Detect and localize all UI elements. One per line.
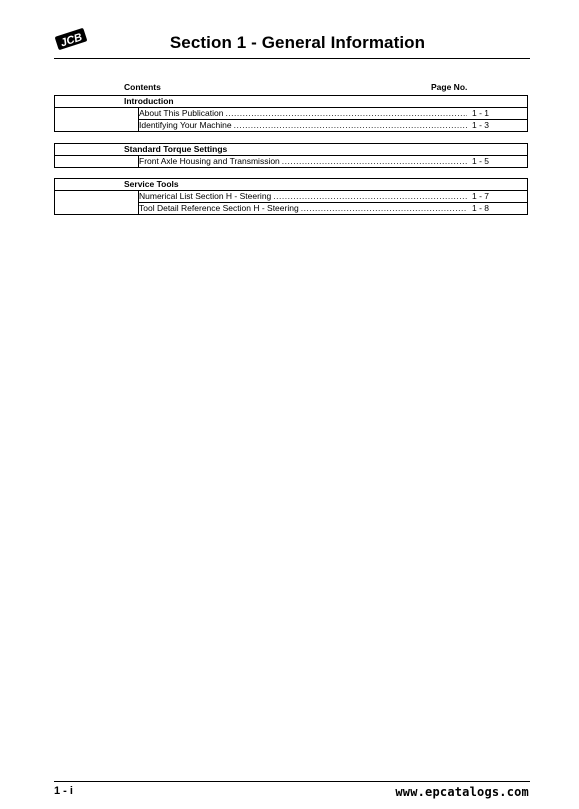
toc-section-torque-settings bbox=[54, 143, 528, 168]
toc-entry[interactable] bbox=[138, 119, 527, 131]
section-heading: Service Tools bbox=[55, 179, 527, 191]
toc-section-introduction bbox=[54, 95, 528, 132]
section-heading: Introduction bbox=[55, 96, 527, 108]
toc-entry-label: Tool Detail Reference Section H - Steering bbox=[139, 203, 299, 213]
leader-dots bbox=[225, 108, 467, 119]
toc-entry-label: Front Axle Housing and Transmission bbox=[139, 156, 280, 166]
leader-dots bbox=[282, 156, 467, 167]
leader-dots bbox=[301, 203, 467, 214]
title-divider bbox=[54, 58, 530, 59]
toc-entry-page: 1 - 5 bbox=[472, 156, 490, 166]
footer-divider bbox=[54, 781, 530, 782]
toc-entry[interactable] bbox=[138, 156, 527, 167]
watermark-text: www.epcatalogs.com bbox=[395, 785, 529, 799]
toc-entry-page: 1 - 1 bbox=[472, 108, 490, 118]
toc-entry-label: Identifying Your Machine bbox=[139, 120, 232, 130]
footer-page-number: 1 - i bbox=[54, 785, 73, 797]
toc-entry-page: 1 - 7 bbox=[472, 191, 490, 201]
toc-entry-label: About This Publication bbox=[139, 108, 224, 118]
leader-dots bbox=[234, 120, 467, 131]
toc-entry[interactable] bbox=[138, 202, 527, 214]
svg-text:JCB: JCB bbox=[59, 31, 84, 50]
toc-entry-page: 1 - 3 bbox=[472, 120, 490, 130]
toc-entry-label: Numerical List Section H - Steering bbox=[139, 191, 272, 201]
toc-entry[interactable] bbox=[138, 191, 527, 202]
page-number-header: Page No. bbox=[431, 82, 468, 92]
leader-dots bbox=[273, 191, 467, 202]
toc-section-service-tools bbox=[54, 178, 528, 215]
section-heading: Standard Torque Settings bbox=[55, 144, 527, 156]
page-title: Section 1 - General Information bbox=[169, 33, 426, 52]
toc-entry[interactable] bbox=[138, 108, 527, 119]
toc-entry-page: 1 - 8 bbox=[472, 203, 490, 213]
contents-header: Contents bbox=[124, 82, 161, 92]
